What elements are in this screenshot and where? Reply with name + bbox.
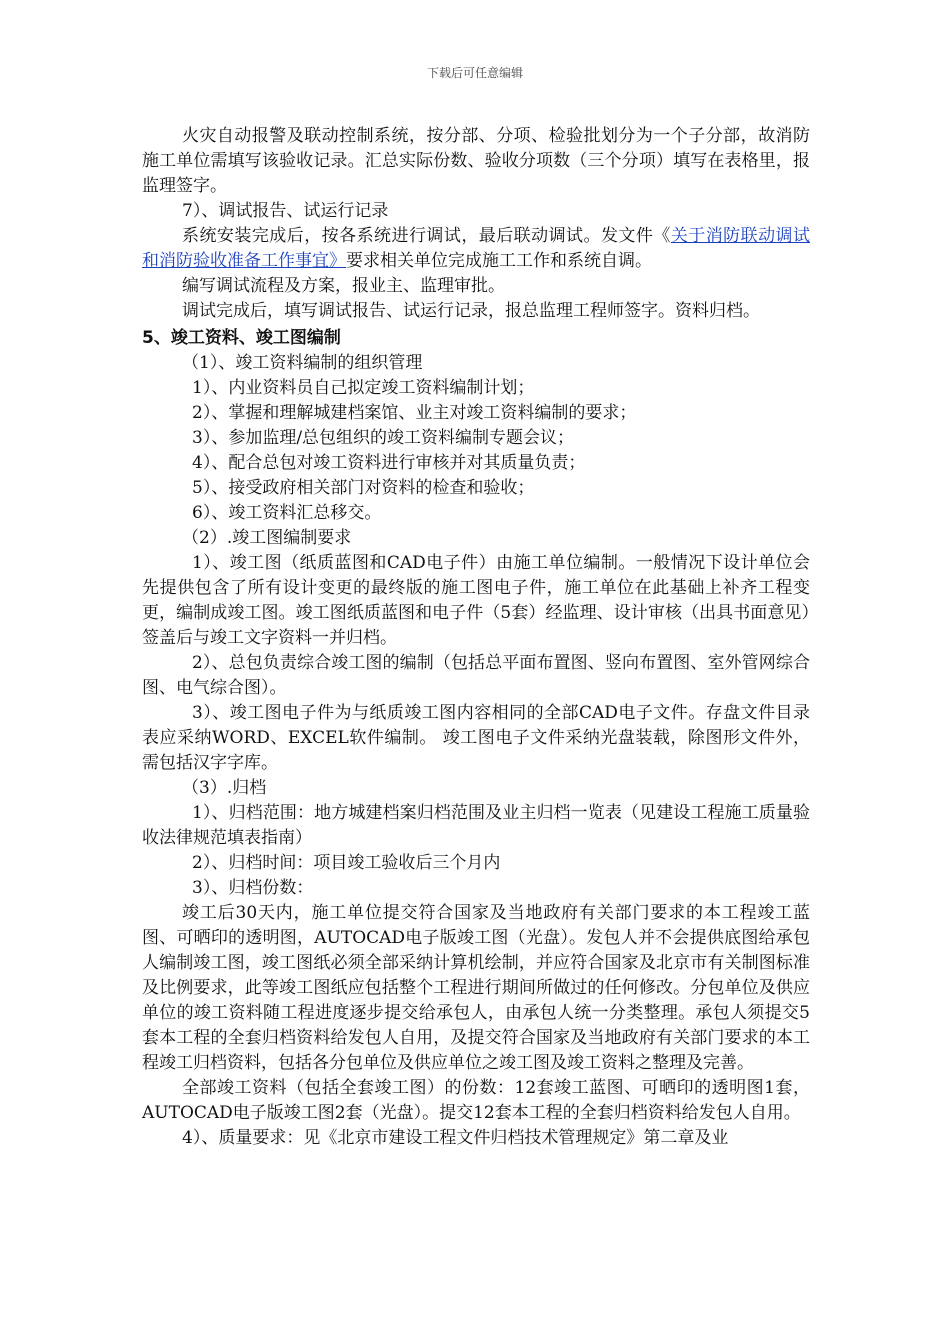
list-item: 1）、内业资料员自己拟定竣工资料编制计划； [192, 378, 535, 398]
paragraph: 编写调试流程及方案，报业主、监理审批。 [182, 276, 505, 296]
paragraph: 调试完成后，填写调试报告、试运行记录，报总监理工程师签字。资料归档。 [182, 301, 760, 321]
paragraph: 3）、归档份数： [192, 878, 314, 898]
paragraph: 1）、竣工图（纸质蓝图和CAD电子件）由施工单位编制。一般情况下设计单位会先提供包含了所有设计变更的最终版的施工图电子件，施工单位在此基础上补齐工程变更，编制成竣工图。竣工图纸质蓝图和电子件（5套）经监理、设计审核（出具书面意见）签盖后与竣工文字资料一并归档。 [142, 553, 810, 648]
paragraph: 3）、竣工图电子件为与纸质竣工图内容相同的全部CAD电子文件。存盘文件目录表应采纳WORD、EXCEL软件编制。 竣工图电子文件采纳光盘装载，除图形文件外，需包括汉字字库。 [142, 703, 810, 773]
paragraph: 7）、调试报告、试运行记录 [182, 201, 389, 221]
paragraph: 1）、归档范围：地方城建档案归档范围及业主归档一览表（见建设工程施工质量验收法律规范填表指南） [142, 803, 810, 848]
document-link[interactable]: 关于消防联动调试和消防验收准备工作事宜》 [142, 226, 811, 271]
paragraph-text: 要求相关单位完成施工工作和系统自调。 [346, 251, 652, 271]
paragraph: 竣工后30天内，施工单位提交符合国家及当地政府有关部门要求的本工程竣工蓝图、可晒印的透明图，AUTOCAD电子版竣工图（光盘）。发包人并不会提供底图给承包人编制竣工图，竣工图纸必须全部采纳计算机绘制，并应符合国家及北京市有关制图标准及比例要求，此等竣工图纸应包括整个工程进行期间所做过的任何修改。分包单位及供应单位的竣工资料随工程进度逐步提交给承包人，由承包人统一分类整理。承包人须提交5套本工程的全套归档资料给发包人自用，及提交符合国家及当地政府有关部门要求的本工程竣工归档资料，包括各分包单位及供应单位之竣工图及竣工资料之整理及完善。 [142, 903, 810, 1073]
paragraph: 2）、总包负责综合竣工图的编制（包括总平面布置图、竖向布置图、室外管网综合图、电气综合图）。 [142, 653, 810, 698]
list-item: 2）、掌握和理解城建档案馆、业主对竣工资料编制的要求； [192, 403, 637, 423]
section-title: 5、竣工资料、竣工图编制 [142, 328, 341, 348]
paragraph: 2）、归档时间：项目竣工验收后三个月内 [192, 853, 501, 873]
paragraph: 火灾自动报警及联动控制系统，按分部、分项、检验批划分为一个子分部，故消防施工单位需填写该验收记录。汇总实际份数、验收分项数（三个分项）填写在表格里，报监理签字。 [142, 126, 810, 196]
list-item: 3）、参加监理/总包组织的竣工资料编制专题会议； [192, 428, 575, 448]
paragraph: 4）、质量要求：见《北京市建设工程文件归档技术管理规定》第二章及业 [182, 1128, 729, 1148]
list-item: 5）、接受政府相关部门对资料的检查和验收； [192, 478, 535, 498]
document-body [142, 124, 810, 1151]
paragraph: 全部竣工资料（包括全套竣工图）的份数：12套竣工蓝图、可晒印的透明图1套，AUTOCAD电子版竣工图2套（光盘）。提交12套本工程的全套归档资料给发包人自用。 [142, 1078, 810, 1123]
list-item: 4）、配合总包对竣工资料进行审核并对其质量负责； [192, 453, 586, 473]
subsection-title: （1）、竣工资料编制的组织管理 [182, 353, 423, 373]
paragraph [142, 224, 810, 274]
list-item: 6）、竣工资料汇总移交。 [192, 503, 382, 523]
page-header: 下载后可任意编辑 [426, 66, 523, 80]
subsection-title: （3）.归档 [182, 778, 267, 798]
paragraph-text: 系统安装完成后，按各系统进行调试，最后联动调试。发文件《 [182, 226, 671, 246]
subsection-title: （2）.竣工图编制要求 [182, 528, 352, 548]
